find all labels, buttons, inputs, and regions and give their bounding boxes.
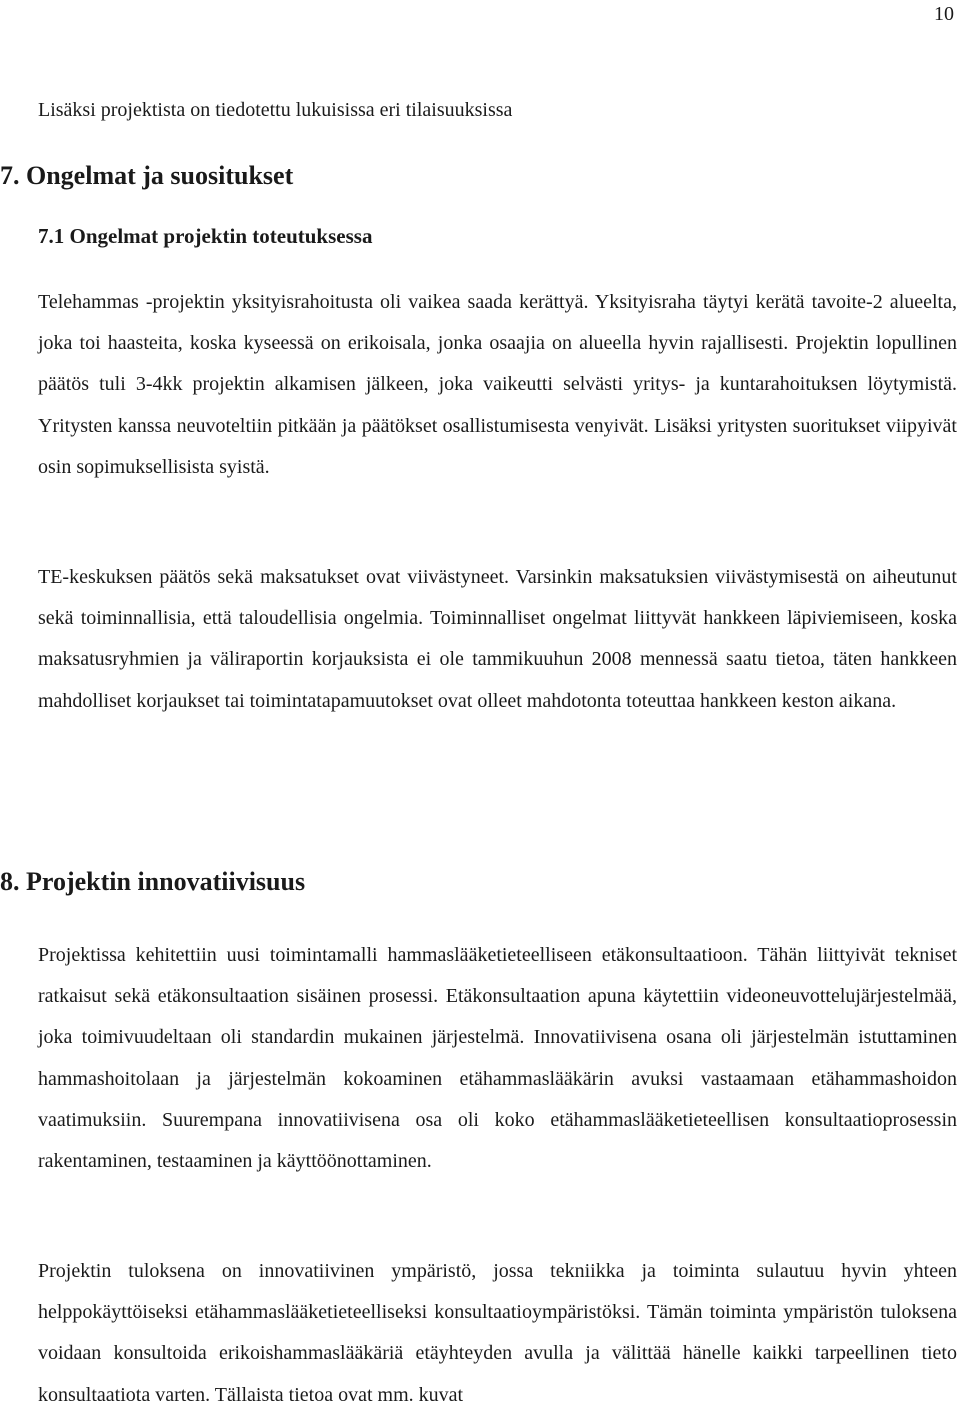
section-7-paragraph-1: Telehammas -projektin yksityisrahoitusta oli vaikea saada kerättyä. Yksityisraha täytyi kerätä tavoite-2 alueelta, joka toi haasteita, koska kyseessä on erikoisala, jonka osaajia on alueella hyvin rajallisesti. Projektin lopullinen päätös tuli 3-4kk projektin alkamisen jälkeen, joka vaikeutti selvästi yritys- ja kuntarahoituksen löytymistä. Yritysten kanssa neuvoteltiin pitkään ja päätökset osallistumisesta venyivät. Lisäksi yritysten suoritukset viipyivät osin sopimuksellisista syistä. bbox=[38, 291, 957, 478]
section-8-paragraph-1: Projektissa kehitettiin uusi toimintamalli hammaslääketieteelliseen etäkonsultaatioon. Tähän liittyivät tekniset ratkaisut sekä etäkonsultaation sisäinen prosessi. Etäkonsultaation apuna käytettiin videoneuvottelujärjestelmää, joka toimivuudeltaan oli standardin mukainen järjestelmä. Innovatiivisena osana oli järjestelmän istuttaminen hammashoitolaan ja järjestelmän kokoaminen etähammaslääkärin avuksi vastaamaan etähammashoidon vaatimuksiin. Suurempana innovatiivisena osa oli koko etähammaslääketieteellisen konsultaatioprosessin rakentaminen, testaaminen ja käyttöönottaminen. bbox=[38, 944, 957, 1173]
intro-text: Lisäksi projektista on tiedotettu lukuisissa eri tilaisuuksissa bbox=[38, 99, 513, 121]
section-7-paragraph-2: TE-keskuksen päätös sekä maksatukset ovat viivästyneet. Varsinkin maksatuksien viivästymisestä on aiheutunut sekä toiminnallisia, että taloudellisia ongelmia. Toiminnalliset ongelmat liittyvät hankkeen läpiviemiseen, koska maksatusryhmien ja väliraportin korjauksista ei ole tammikuuhun 2008 mennessä saatu tietoa, täten hankkeen mahdolliset korjaukset tai toimintatapamuutokset ovat olleet mahdotonta toteuttaa hankkeen keston aikana. bbox=[38, 566, 957, 712]
section-8-paragraph-2: Projektin tuloksena on innovatiivinen ympäristö, jossa tekniikka ja toiminta sulautuu hyvin yhteen helppokäyttöiseksi etähammaslääketieteelliseksi konsultaatioympäristöksi. Tämän toiminta ympäristön tuloksena voidaan konsultoida erikoishammaslääkäriä etäyhteyden avulla ja välittää hänelle kaikki tarpeellinen tieto konsultaatiota varten. Tällaista tietoa ovat mm. kuvat bbox=[38, 1260, 957, 1406]
section-7-1-heading: 7.1 Ongelmat projektin toteutuksessa bbox=[38, 224, 373, 248]
page-number: 10 bbox=[934, 3, 954, 25]
section-8-heading: 8. Projektin innovatiivisuus bbox=[0, 867, 306, 896]
section-7-heading: 7. Ongelmat ja suositukset bbox=[0, 161, 294, 190]
